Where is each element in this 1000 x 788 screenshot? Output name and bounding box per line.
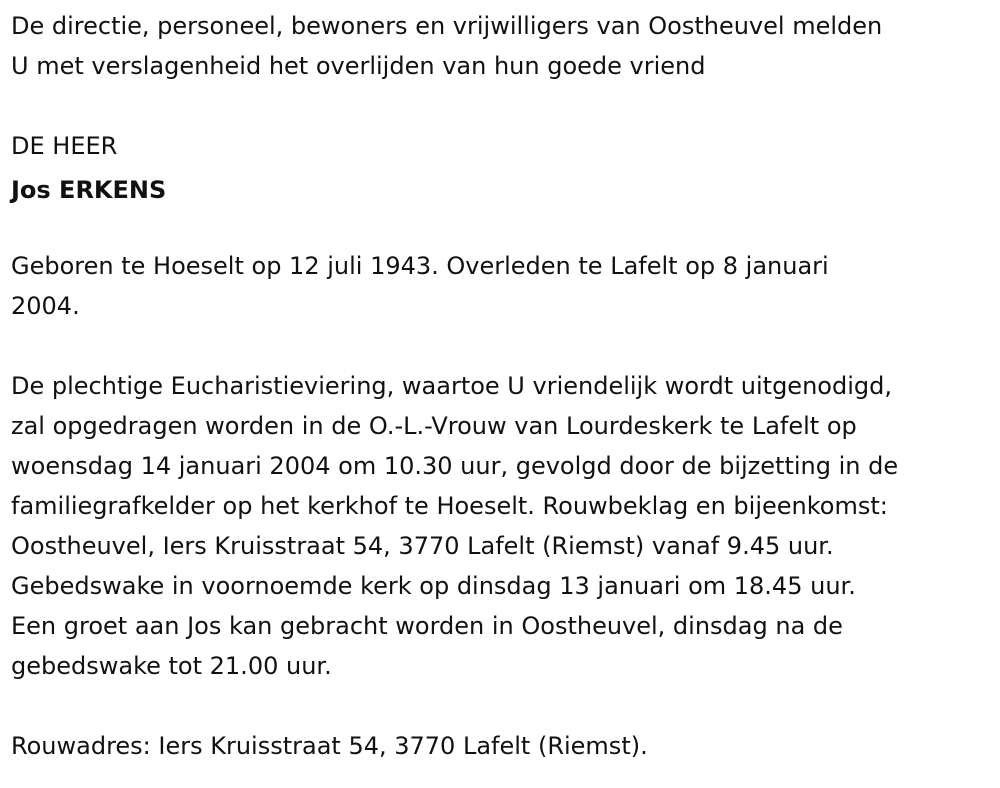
ceremony-line-4: familiegrafkelder op het kerkhof te Hoeselt. Rouwbeklag en bijeenkomst:: [11, 492, 888, 520]
ceremony-line-2: zal opgedragen worden in de O.-L.-Vrouw van Lourdeskerk te Lafelt op: [11, 412, 857, 440]
intro-line-1: De directie, personeel, bewoners en vrijwilligers van Oostheuvel melden: [11, 12, 883, 40]
spacer: [11, 326, 996, 366]
death-notice: [11, 6, 996, 766]
spacer: [11, 686, 996, 726]
title-line: DE HEER: [11, 132, 118, 160]
ceremony-line-7: Een groet aan Jos kan gebracht worden in Oostheuvel, dinsdag na de: [11, 612, 843, 640]
birth-death-line-2: 2004.: [11, 292, 80, 320]
spacer: [11, 206, 996, 246]
ceremony-line-5: Oostheuvel, Iers Kruisstraat 54, 3770 Lafelt (Riemst) vanaf 9.45 uur.: [11, 532, 834, 560]
ceremony-line-6: Gebedswake in voornoemde kerk op dinsdag 13 januari om 18.45 uur.: [11, 572, 856, 600]
ceremony-line-1: De plechtige Eucharistieviering, waartoe U vriendelijk wordt uitgenodigd,: [11, 372, 892, 400]
deceased-name: Jos ERKENS: [11, 176, 167, 204]
ceremony-line-3: woensdag 14 januari 2004 om 10.30 uur, gevolgd door de bijzetting in de: [11, 452, 899, 480]
ceremony-line-8: gebedswake tot 21.00 uur.: [11, 652, 332, 680]
birth-death-line-1: Geboren te Hoeselt op 12 juli 1943. Overleden te Lafelt op 8 januari: [11, 252, 829, 280]
spacer: [11, 86, 996, 126]
mourning-address: Rouwadres: Iers Kruisstraat 54, 3770 Lafelt (Riemst).: [11, 732, 648, 760]
intro-line-2: U met verslagenheid het overlijden van hun goede vriend: [11, 52, 706, 80]
